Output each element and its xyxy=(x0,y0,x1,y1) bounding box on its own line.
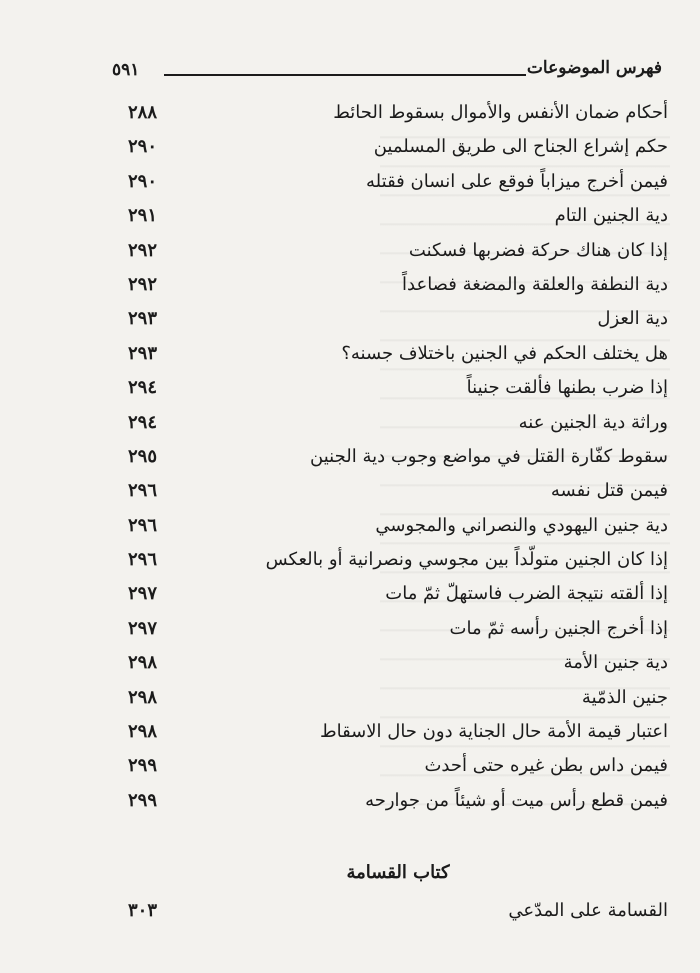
entry-page-number: ٢٩٩ xyxy=(128,755,158,777)
index-entry xyxy=(128,581,668,615)
entry-title: دية النطفة والعلقة والمضغة فصاعداً xyxy=(402,273,668,295)
index-entry xyxy=(128,375,668,409)
entry-title: دية جنين اليهودي والنصراني والمجوسي xyxy=(375,514,668,536)
running-title: فهرس الموضوعات xyxy=(526,58,662,78)
entry-title: القسامة على المدّعي xyxy=(508,900,668,921)
entry-page-number: ٢٩٧ xyxy=(128,583,158,605)
entry-page-number: ٣٠٣ xyxy=(128,900,158,921)
index-entry xyxy=(128,306,668,340)
entry-title: هل يختلف الحكم في الجنين باختلاف جسنه؟ xyxy=(341,342,668,364)
index-entry xyxy=(128,513,668,547)
entry-page-number: ٢٩٩ xyxy=(128,789,158,811)
index-entry xyxy=(128,616,668,650)
index-entry xyxy=(128,753,668,787)
index-entry xyxy=(128,238,668,272)
index-entry xyxy=(128,272,668,306)
entry-page-number: ٢٩٦ xyxy=(128,549,158,571)
entry-page-number: ٢٩٤ xyxy=(128,411,158,433)
entry-title: إذا ضرب بطنها فألقت جنيناً xyxy=(466,377,668,399)
entry-page-number: ٢٩٠ xyxy=(128,136,158,158)
index-entry xyxy=(128,478,668,512)
entry-title: فيمن قتل نفسه xyxy=(550,480,668,502)
entry-title: إذا كان هناك حركة فضربها فسكنت xyxy=(408,239,668,261)
entry-title: حكم إشراع الجناح الى طريق المسلمين xyxy=(373,136,668,158)
page-header xyxy=(112,58,662,88)
entry-page-number: ٢٩٣ xyxy=(128,342,158,364)
entry-page-number: ٢٩١ xyxy=(128,205,158,227)
index-entry xyxy=(128,898,668,932)
index-entry xyxy=(128,341,668,375)
entry-page-number: ٢٩٥ xyxy=(128,445,158,467)
section-entries xyxy=(128,898,668,932)
entry-page-number: ٢٩٨ xyxy=(128,721,158,743)
entry-title: إذا كان الجنين متولّداً بين مجوسي ونصرانية أو بالعكس xyxy=(265,549,668,571)
index-entry xyxy=(128,169,668,203)
entry-page-number: ٢٩٤ xyxy=(128,377,158,399)
index-entry xyxy=(128,719,668,753)
index-entry xyxy=(128,788,668,822)
entry-page-number: ٢٨٨ xyxy=(128,102,158,123)
index-entry xyxy=(128,650,668,684)
entry-title: فيمن قطع رأس ميت أو شيئاً من جوارحه xyxy=(365,789,668,811)
entry-title: دية العزل xyxy=(597,308,668,330)
index-entry xyxy=(128,685,668,719)
header-rule xyxy=(164,74,526,76)
index-entry xyxy=(128,444,668,478)
entry-title: دية الجنين التام xyxy=(554,205,668,227)
entry-page-number: ٢٩٢ xyxy=(128,273,158,295)
entry-title: سقوط كفّارة القتل في مواضع وجوب دية الجنين xyxy=(310,445,668,467)
entry-title: وراثة دية الجنين عنه xyxy=(518,411,668,433)
index-entries xyxy=(128,100,668,822)
entry-page-number: ٢٩٣ xyxy=(128,308,158,330)
section-heading: كتاب القسامة xyxy=(346,862,450,883)
index-entry xyxy=(128,134,668,168)
entry-title: فيمن داس بطن غيره حتى أحدث xyxy=(424,755,668,777)
entry-page-number: ٢٩٧ xyxy=(128,617,158,639)
page-number: ٥٩١ xyxy=(112,60,140,80)
index-entry xyxy=(128,547,668,581)
index-entry xyxy=(128,100,668,134)
entry-page-number: ٢٩٢ xyxy=(128,239,158,261)
entry-page-number: ٢٩٦ xyxy=(128,480,158,502)
entry-title: إذا ألقته نتيجة الضرب فاستهلّ ثمّ مات xyxy=(385,583,668,605)
entry-title: فيمن أخرج ميزاباً فوقع على انسان فقتله xyxy=(366,170,668,192)
entry-title: جنين الذمّية xyxy=(581,686,668,708)
index-entry xyxy=(128,203,668,237)
section-block xyxy=(128,862,668,883)
entry-page-number: ٢٩٨ xyxy=(128,652,158,674)
entry-page-number: ٢٩٦ xyxy=(128,514,158,536)
entry-title: اعتبار قيمة الأمة حال الجناية دون حال الاسقاط xyxy=(319,721,668,743)
entry-page-number: ٢٩٨ xyxy=(128,686,158,708)
index-entry xyxy=(128,410,668,444)
entry-page-number: ٢٩٠ xyxy=(128,170,158,192)
entry-title: أحكام ضمان الأنفس والأموال بسقوط الحائط xyxy=(333,102,668,123)
entry-title: دية جنين الأمة xyxy=(563,652,668,674)
entry-title: إذا أخرج الجنين رأسه ثمّ مات xyxy=(449,617,668,639)
